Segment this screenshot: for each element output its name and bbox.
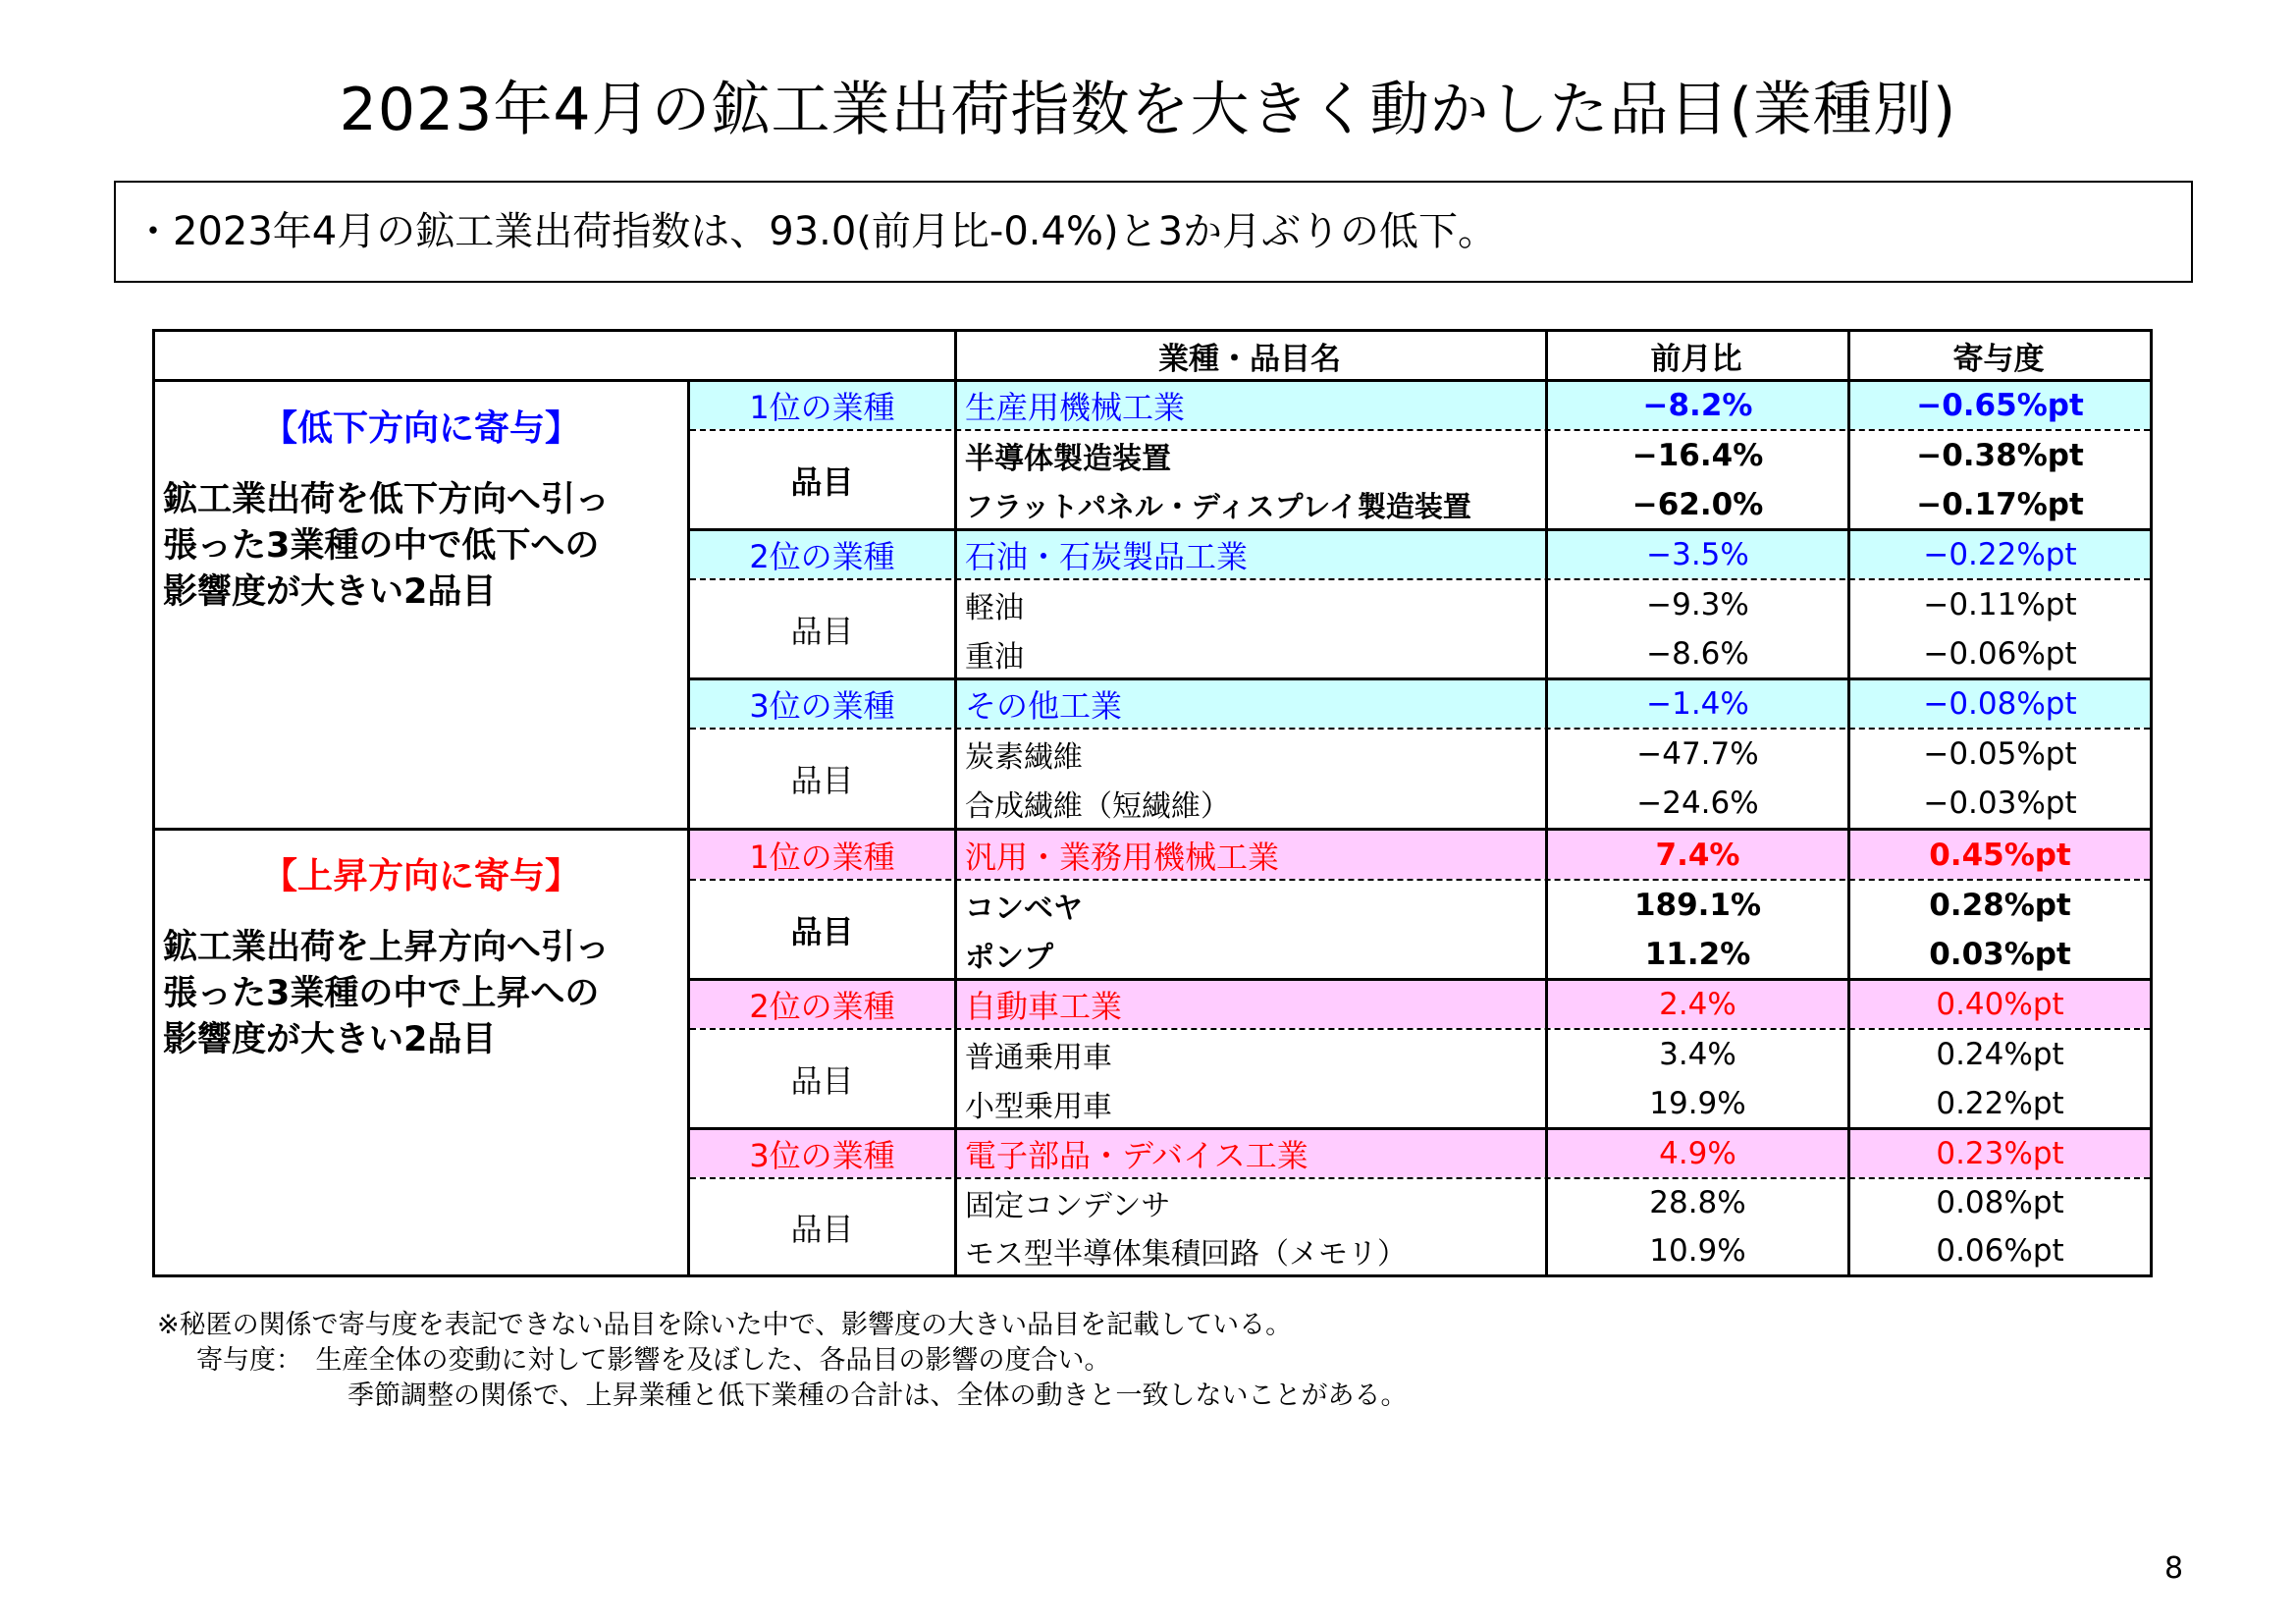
- item-label: 品目: [790, 613, 854, 650]
- divider: [687, 677, 2150, 680]
- item-label: 品目: [790, 1210, 854, 1248]
- summary-box: [114, 181, 2193, 283]
- divider: [687, 1127, 2150, 1130]
- industry-rank: 2位の業種: [749, 537, 895, 575]
- industry-name: 電子部品・デバイス工業: [965, 1136, 1308, 1174]
- divider: [155, 828, 2150, 831]
- item-name: 重油: [965, 640, 1024, 675]
- footnote-line: ※秘匿の関係で寄与度を表記できない品目を除いた中で、影響度の大きい品目を記載している。: [157, 1310, 1293, 1340]
- contribution-table: [152, 329, 2153, 1277]
- industry-rank: 3位の業種: [749, 1136, 895, 1174]
- item-name: フラットパネル・ディスプレイ製造装置: [965, 489, 1471, 523]
- divider: [690, 1028, 2150, 1030]
- industry-mom: 7.4%: [1655, 837, 1740, 873]
- item-contrib: −0.38%pt: [1916, 438, 2084, 473]
- industry-contrib: 0.40%pt: [1936, 986, 2064, 1022]
- industry-contrib: −0.65%pt: [1916, 387, 2084, 423]
- divider: [690, 728, 2150, 730]
- header-mom: 前月比: [1650, 341, 1742, 377]
- item-contrib: 0.24%pt: [1936, 1037, 2064, 1072]
- footnote-line: 季節調整の関係で、上昇業種と低下業種の合計は、全体の動きと一致しないことがある。: [347, 1380, 1408, 1411]
- summary-text: ・2023年4月の鉱工業出荷指数は、93.0(前月比-0.4%)と3か月ぶりの低下。: [133, 209, 1498, 254]
- item-contrib: 0.22%pt: [1936, 1086, 2064, 1121]
- divider: [1545, 332, 1548, 1274]
- item-name: 固定コンデンサ: [965, 1189, 1171, 1223]
- item-mom: −8.6%: [1646, 636, 1749, 672]
- industry-name: 自動車工業: [965, 987, 1123, 1025]
- industry-mom: 4.9%: [1659, 1135, 1736, 1171]
- item-name: コンベヤ: [965, 892, 1083, 926]
- item-contrib: 0.28%pt: [1929, 888, 2071, 923]
- industry-rank: 3位の業種: [749, 686, 895, 725]
- item-mom: 10.9%: [1649, 1233, 1746, 1269]
- item-mom: −24.6%: [1636, 785, 1759, 821]
- page-title: 2023年4月の鉱工業出荷指数を大きく動かした品目(業種別): [339, 76, 1957, 144]
- item-name: 軽油: [965, 591, 1024, 625]
- group-heading-up: 【上昇方向に寄与】: [261, 855, 580, 896]
- item-mom: 3.4%: [1659, 1037, 1736, 1072]
- item-contrib: 0.06%pt: [1936, 1233, 2064, 1269]
- item-contrib: −0.03%pt: [1923, 785, 2077, 821]
- header-contrib: 寄与度: [1952, 341, 2045, 377]
- industry-rank: 2位の業種: [749, 987, 895, 1025]
- industry-contrib: −0.22%pt: [1923, 536, 2077, 572]
- item-name: 合成繊維（短繊維）: [965, 789, 1230, 824]
- divider: [690, 429, 2150, 431]
- item-contrib: 0.03%pt: [1929, 937, 2071, 972]
- divider: [687, 379, 690, 1274]
- industry-contrib: 0.45%pt: [1929, 837, 2071, 873]
- industry-contrib: −0.08%pt: [1923, 685, 2077, 722]
- footnote-line: 寄与度： 生産全体の変動に対して影響を及ぼした、各品目の影響の度合い。: [196, 1345, 1111, 1376]
- industry-rank: 1位の業種: [749, 388, 895, 426]
- item-mom: −47.7%: [1636, 736, 1759, 772]
- item-contrib: −0.17%pt: [1916, 487, 2084, 522]
- industry-name: その他工業: [965, 686, 1123, 725]
- footnotes: [157, 1308, 1407, 1414]
- item-name: モス型半導体集積回路（メモリ）: [965, 1237, 1407, 1272]
- item-label: 品目: [790, 463, 854, 501]
- item-mom: −16.4%: [1631, 438, 1764, 473]
- industry-rank: 1位の業種: [749, 838, 895, 876]
- divider: [155, 379, 2150, 382]
- item-mom: 11.2%: [1644, 937, 1751, 972]
- industry-mom: −3.5%: [1646, 536, 1749, 572]
- item-mom: 28.8%: [1649, 1185, 1746, 1220]
- group-heading-down: 【低下方向に寄与】: [261, 407, 580, 449]
- divider: [690, 578, 2150, 580]
- group-description-up: 鉱工業出荷を上昇方向へ引っ張った3業種の中で上昇への影響度が大きい2品目: [163, 928, 611, 1059]
- divider: [690, 1177, 2150, 1179]
- item-mom: −62.0%: [1631, 487, 1764, 522]
- divider: [687, 528, 2150, 531]
- divider: [690, 879, 2150, 881]
- divider: [954, 332, 957, 1274]
- item-label: 品目: [790, 1062, 854, 1100]
- item-mom: 19.9%: [1649, 1086, 1746, 1121]
- industry-mom: 2.4%: [1659, 986, 1736, 1022]
- industry-contrib: 0.23%pt: [1936, 1135, 2064, 1171]
- divider: [687, 978, 2150, 981]
- item-name: ポンプ: [965, 941, 1053, 975]
- item-contrib: −0.11%pt: [1923, 587, 2077, 623]
- item-mom: 189.1%: [1633, 888, 1762, 923]
- item-name: 小型乗用車: [965, 1090, 1112, 1124]
- header-name: 業種・品目名: [1158, 341, 1341, 377]
- item-name: 普通乗用車: [965, 1041, 1112, 1075]
- item-mom: −9.3%: [1646, 587, 1749, 623]
- page-number: 8: [2164, 1551, 2184, 1586]
- industry-name: 石油・石炭製品工業: [965, 537, 1249, 575]
- group-description-down: 鉱工業出荷を低下方向へ引っ張った3業種の中で低下への影響度が大きい2品目: [163, 480, 611, 612]
- industry-mom: −1.4%: [1646, 685, 1749, 722]
- item-contrib: −0.05%pt: [1923, 736, 2077, 772]
- item-label: 品目: [790, 913, 854, 950]
- item-name: 炭素繊維: [965, 740, 1083, 775]
- industry-name: 汎用・業務用機械工業: [965, 838, 1280, 876]
- item-contrib: −0.06%pt: [1923, 636, 2077, 672]
- item-name: 半導体製造装置: [965, 442, 1171, 476]
- industry-mom: −8.2%: [1642, 387, 1753, 423]
- industry-name: 生産用機械工業: [965, 388, 1186, 426]
- item-contrib: 0.08%pt: [1936, 1185, 2064, 1220]
- divider: [1847, 332, 1850, 1274]
- item-label: 品目: [790, 762, 854, 799]
